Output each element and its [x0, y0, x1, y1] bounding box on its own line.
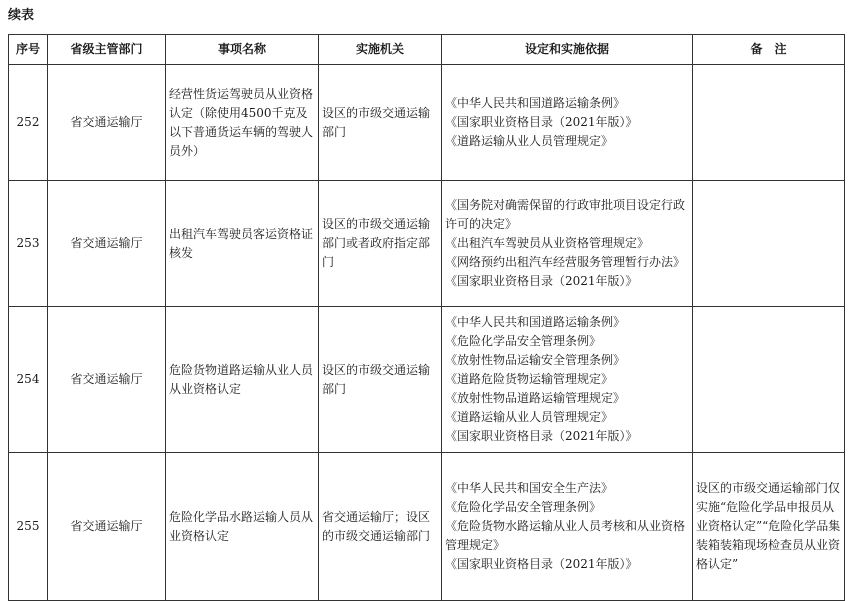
basis-entry: 《危险化学品安全管理条例》: [445, 500, 602, 514]
basis-entry: 《道路运输从业人员管理规定》: [445, 410, 614, 424]
row-serial-number: 255: [9, 453, 48, 601]
basis-entry: 《危险化学品安全管理条例》: [445, 334, 602, 348]
basis-entry: 《中华人民共和国道路运输条例》: [445, 96, 626, 110]
basis-entry: 《出租汽车驾驶员从业资格管理规定》: [445, 236, 650, 250]
row-item-name: 出租汽车驾驶员客运资格证核发: [166, 181, 319, 307]
basis-entry: 《国家职业资格目录（2021年版）》: [445, 429, 638, 443]
table-row: [9, 453, 845, 601]
table-row: [9, 181, 845, 307]
row-department: 省交通运输厅: [48, 307, 166, 453]
basis-entry: 《危险货物水路运输从业人员考核和从业资格管理规定》: [445, 519, 686, 552]
row-legal-basis: [442, 453, 693, 601]
basis-entry: 《道路运输从业人员管理规定》: [445, 134, 614, 148]
row-department: 省交通运输厅: [48, 181, 166, 307]
row-serial-number: 253: [9, 181, 48, 307]
basis-entry: 《国家职业资格目录（2021年版）》: [445, 115, 638, 129]
row-legal-basis: [442, 307, 693, 453]
basis-entry: 《放射性物品道路运输管理规定》: [445, 391, 626, 405]
row-item-name: 危险化学品水路运输人员从业资格认定: [166, 453, 319, 601]
row-serial-number: 254: [9, 307, 48, 453]
header-serial-number: 序号: [9, 35, 48, 65]
row-authority: 省交通运输厅；设区的市级交通运输部门: [319, 453, 442, 601]
basis-entry: 《中华人民共和国安全生产法》: [445, 481, 614, 495]
basis-entry: 《国务院对确需保留的行政审批项目设定行政许可的决定》: [445, 198, 686, 231]
header-legal-basis: 设定和实施依据: [442, 35, 693, 65]
header-provincial-department: 省级主管部门: [48, 35, 166, 65]
table-header-row: [9, 35, 845, 65]
row-department: 省交通运输厅: [48, 453, 166, 601]
row-item-name: 经营性货运驾驶员从业资格认定（除使用4500千克及以下普通货运车辆的驾驶人员外）: [166, 65, 319, 181]
basis-entry: 《道路危险货物运输管理规定》: [445, 372, 614, 386]
row-remarks: [693, 65, 845, 181]
header-remarks: 备 注: [693, 35, 845, 65]
basis-entry: 《国家职业资格目录（2021年版）》: [445, 557, 638, 571]
basis-entry: 《中华人民共和国道路运输条例》: [445, 315, 626, 329]
table-row: [9, 307, 845, 453]
table-caption: 续表: [8, 8, 35, 23]
row-item-name: 危险货物道路运输从业人员从业资格认定: [166, 307, 319, 453]
row-authority: 设区的市级交通运输部门: [319, 307, 442, 453]
basis-entry: 《国家职业资格目录（2021年版）》: [445, 274, 638, 288]
approval-items-table: [8, 34, 845, 601]
row-legal-basis: [442, 65, 693, 181]
header-implementing-authority: 实施机关: [319, 35, 442, 65]
header-item-name: 事项名称: [166, 35, 319, 65]
row-department: 省交通运输厅: [48, 65, 166, 181]
row-legal-basis: [442, 181, 693, 307]
row-authority: 设区的市级交通运输部门: [319, 65, 442, 181]
basis-entry: 《网络预约出租汽车经营服务管理暂行办法》: [445, 255, 686, 269]
row-remarks: [693, 307, 845, 453]
row-serial-number: 252: [9, 65, 48, 181]
table-row: [9, 65, 845, 181]
basis-entry: 《放射性物品运输安全管理条例》: [445, 353, 626, 367]
row-authority: 设区的市级交通运输部门或者政府指定部门: [319, 181, 442, 307]
row-remarks: [693, 181, 845, 307]
row-remarks: 设区的市级交通运输部门仅实施“危险化学品申报员从业资格认定”“危险化学品集装箱装箱现场检查员从业资格认定”: [693, 453, 845, 601]
